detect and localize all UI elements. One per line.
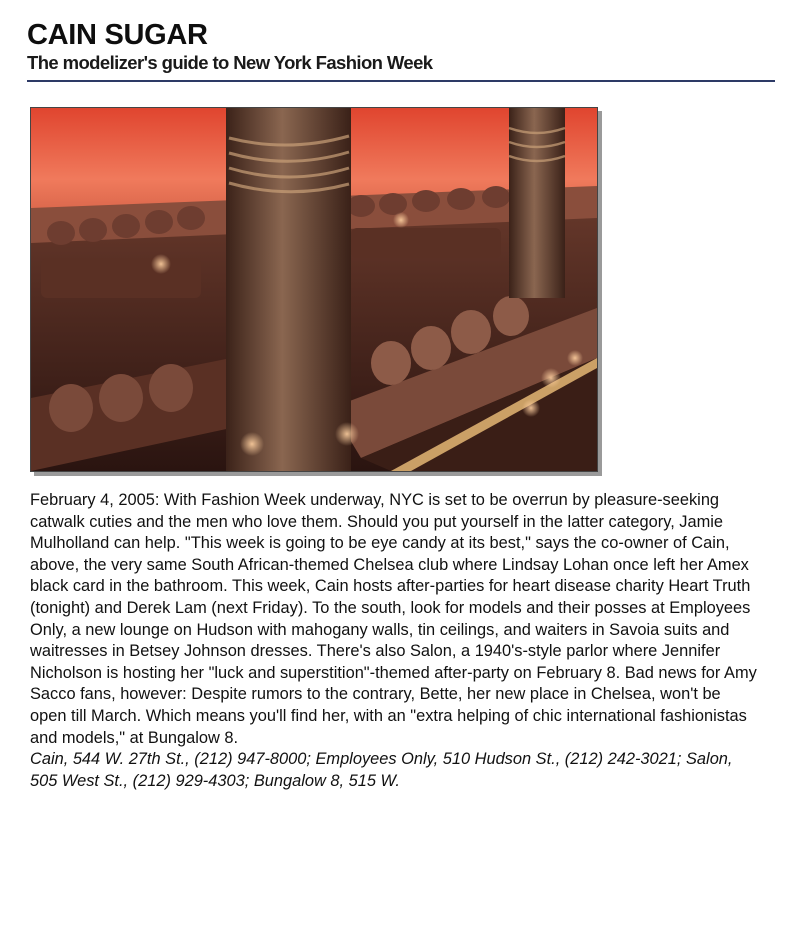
venue-addresses: Cain, 544 W. 27th St., (212) 947-8000; Employees Only, 510 Hudson St., (212) 242-3021; Salon, 505 West St., (212) 929-4303; Bungalow 8, 515 W. [30,750,733,790]
page-title: CAIN SUGAR [27,19,208,51]
page-subtitle: The modelizer's guide to New York Fashion Week [27,52,433,73]
article-text [30,490,760,792]
page-header [27,18,777,74]
header-divider [27,80,775,82]
article-body: February 4, 2005: With Fashion Week underway, NYC is set to be overrun by pleasure-seeking catwalk cuties and the men who love them. Should you put yourself in the latter category, Jamie Mulholland can help. "This week is going to be eye candy at its best," says the co-owner of Cain, above, the very same South African-themed Chelsea club where Lindsay Lohan once left her Amex black card in the bathroom. This week, Cain hosts after-parties for heart disease charity Heart Truth (tonight) and Derek Lam (next Friday). To the south, look for models and their posses at Employees Only, a new lounge on Hudson with mahogany walls, tin ceilings, and waiters in Savoia suits and waitresses in Betsey Johnson dresses. There's also Salon, a 1940's-style parlor where Jennifer Nicholson is hosting her "luck and superstition"-themed after-party on February 8. Bad news for Amy Sacco fans, however: Despite rumors to the contrary, Bette, her new place in Chelsea, won't be open till March. Which means you'll find her, with an "extra helping of chic international fashionistas and models," at Bungalow 8. [30,491,757,747]
lounge-interior-photo [30,107,598,472]
